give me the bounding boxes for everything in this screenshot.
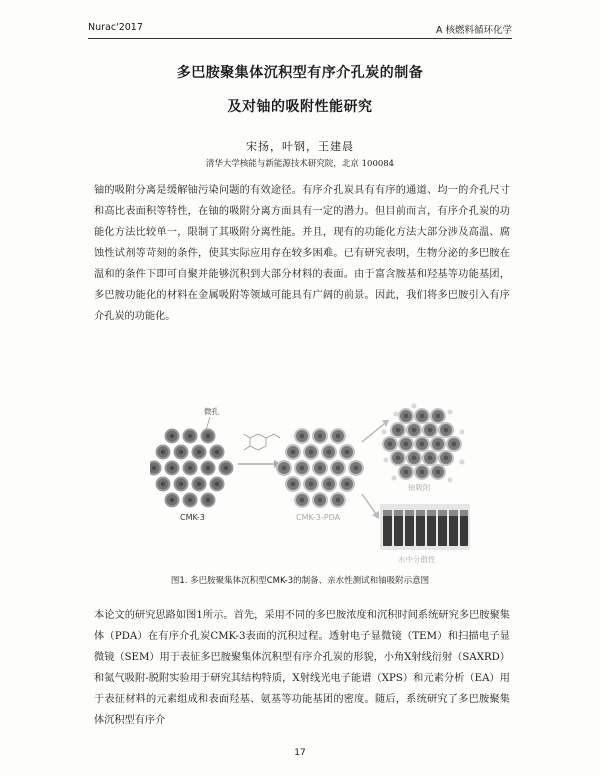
dopamine-molecule <box>244 434 280 450</box>
running-header <box>88 20 512 36</box>
body-paragraph-2: 本论文的研究思路如图1所示。首先，采用不同的多巴胺浓度和沉积时间系统研究多巴胺聚集体（PDA）在有序介孔炭CMK-3表面的沉积过程。透射电子显微镜（TEM）和扫描电子显微镜（SEM）用于表征多巴胺聚集体沉积型有序介孔炭的形貌，小角X射线衍射（SAXRD）和氮气吸附-脱附实验用于研究其结构特质，X射线光电子能谱（XPS）和元素分析（EA）用于表征材料的元素组成和表面羟基、氨基等功能基团的密度。随后，系统研究了多巴胺聚集体沉积型有序介 <box>94 610 510 726</box>
water-dispersion-photo <box>380 504 470 550</box>
label-water-dispersion: 水中分散性 <box>398 555 436 564</box>
micropore-pointer <box>206 417 210 430</box>
page-number: 17 <box>294 748 306 758</box>
label-cmk3: CMK-3 <box>180 513 205 522</box>
affiliation: 清华大学核能与新能源技术研究院，北京 100084 <box>205 159 395 169</box>
header-rule <box>88 38 512 39</box>
label-uranium-adsorption: 铀吸附 <box>408 483 431 492</box>
label-micropore: 微孔 <box>204 407 219 416</box>
label-cmk3-pda: CMK-3-PDA <box>296 513 341 522</box>
arrow-to-dispersion <box>362 494 379 519</box>
paper-title-line2: 及对铀的吸附性能研究 <box>227 99 373 115</box>
paper-title-line1: 多巴胺聚集体沉积型有序介孔炭的制备 <box>176 65 424 81</box>
authors: 宋扬，叶钢，王建晨 <box>246 140 354 153</box>
cmk3-pore-array <box>150 429 234 508</box>
schematic-diagram <box>150 402 470 574</box>
abstract-paragraph-1: 铀的吸附分离是缓解铀污染问题的有效途径。有序介孔炭具有有序的通道、均一的介孔尺寸和高比表面积等特性，在铀的吸附分离方面具有一定的潜力。但目前而言，有序介孔炭的功能化方法比较单一，限制了其吸附分离性能。并且，现有的功能化方法大部分涉及高温、腐蚀性试剂等苛刻的条件，使其实际应用存在较多困难。已有研究表明，生物分泌的多巴胺在温和的条件下即可自聚并能够沉积到大部分材料的表面。由于富含胺基和羟基等功能基团，多巴胺功能化的材料在金属吸附等领域可能具有广阔的前景。因此，我们将多巴胺引入有序介孔炭的功能化。 <box>94 185 510 322</box>
section-label: A 核燃料循环化学 <box>435 25 512 36</box>
uranium-adsorbed-array <box>382 404 465 483</box>
cmk3-pda-pore-array <box>276 428 364 508</box>
conference-name: Nurac'2017 <box>88 22 143 33</box>
arrow-deposition <box>238 460 281 468</box>
figure-1 <box>150 402 470 574</box>
figure-caption: 图1. 多巴胺聚集体沉积型CMK-3的制备、亲水性测试和铀吸附示意图 <box>170 576 430 586</box>
